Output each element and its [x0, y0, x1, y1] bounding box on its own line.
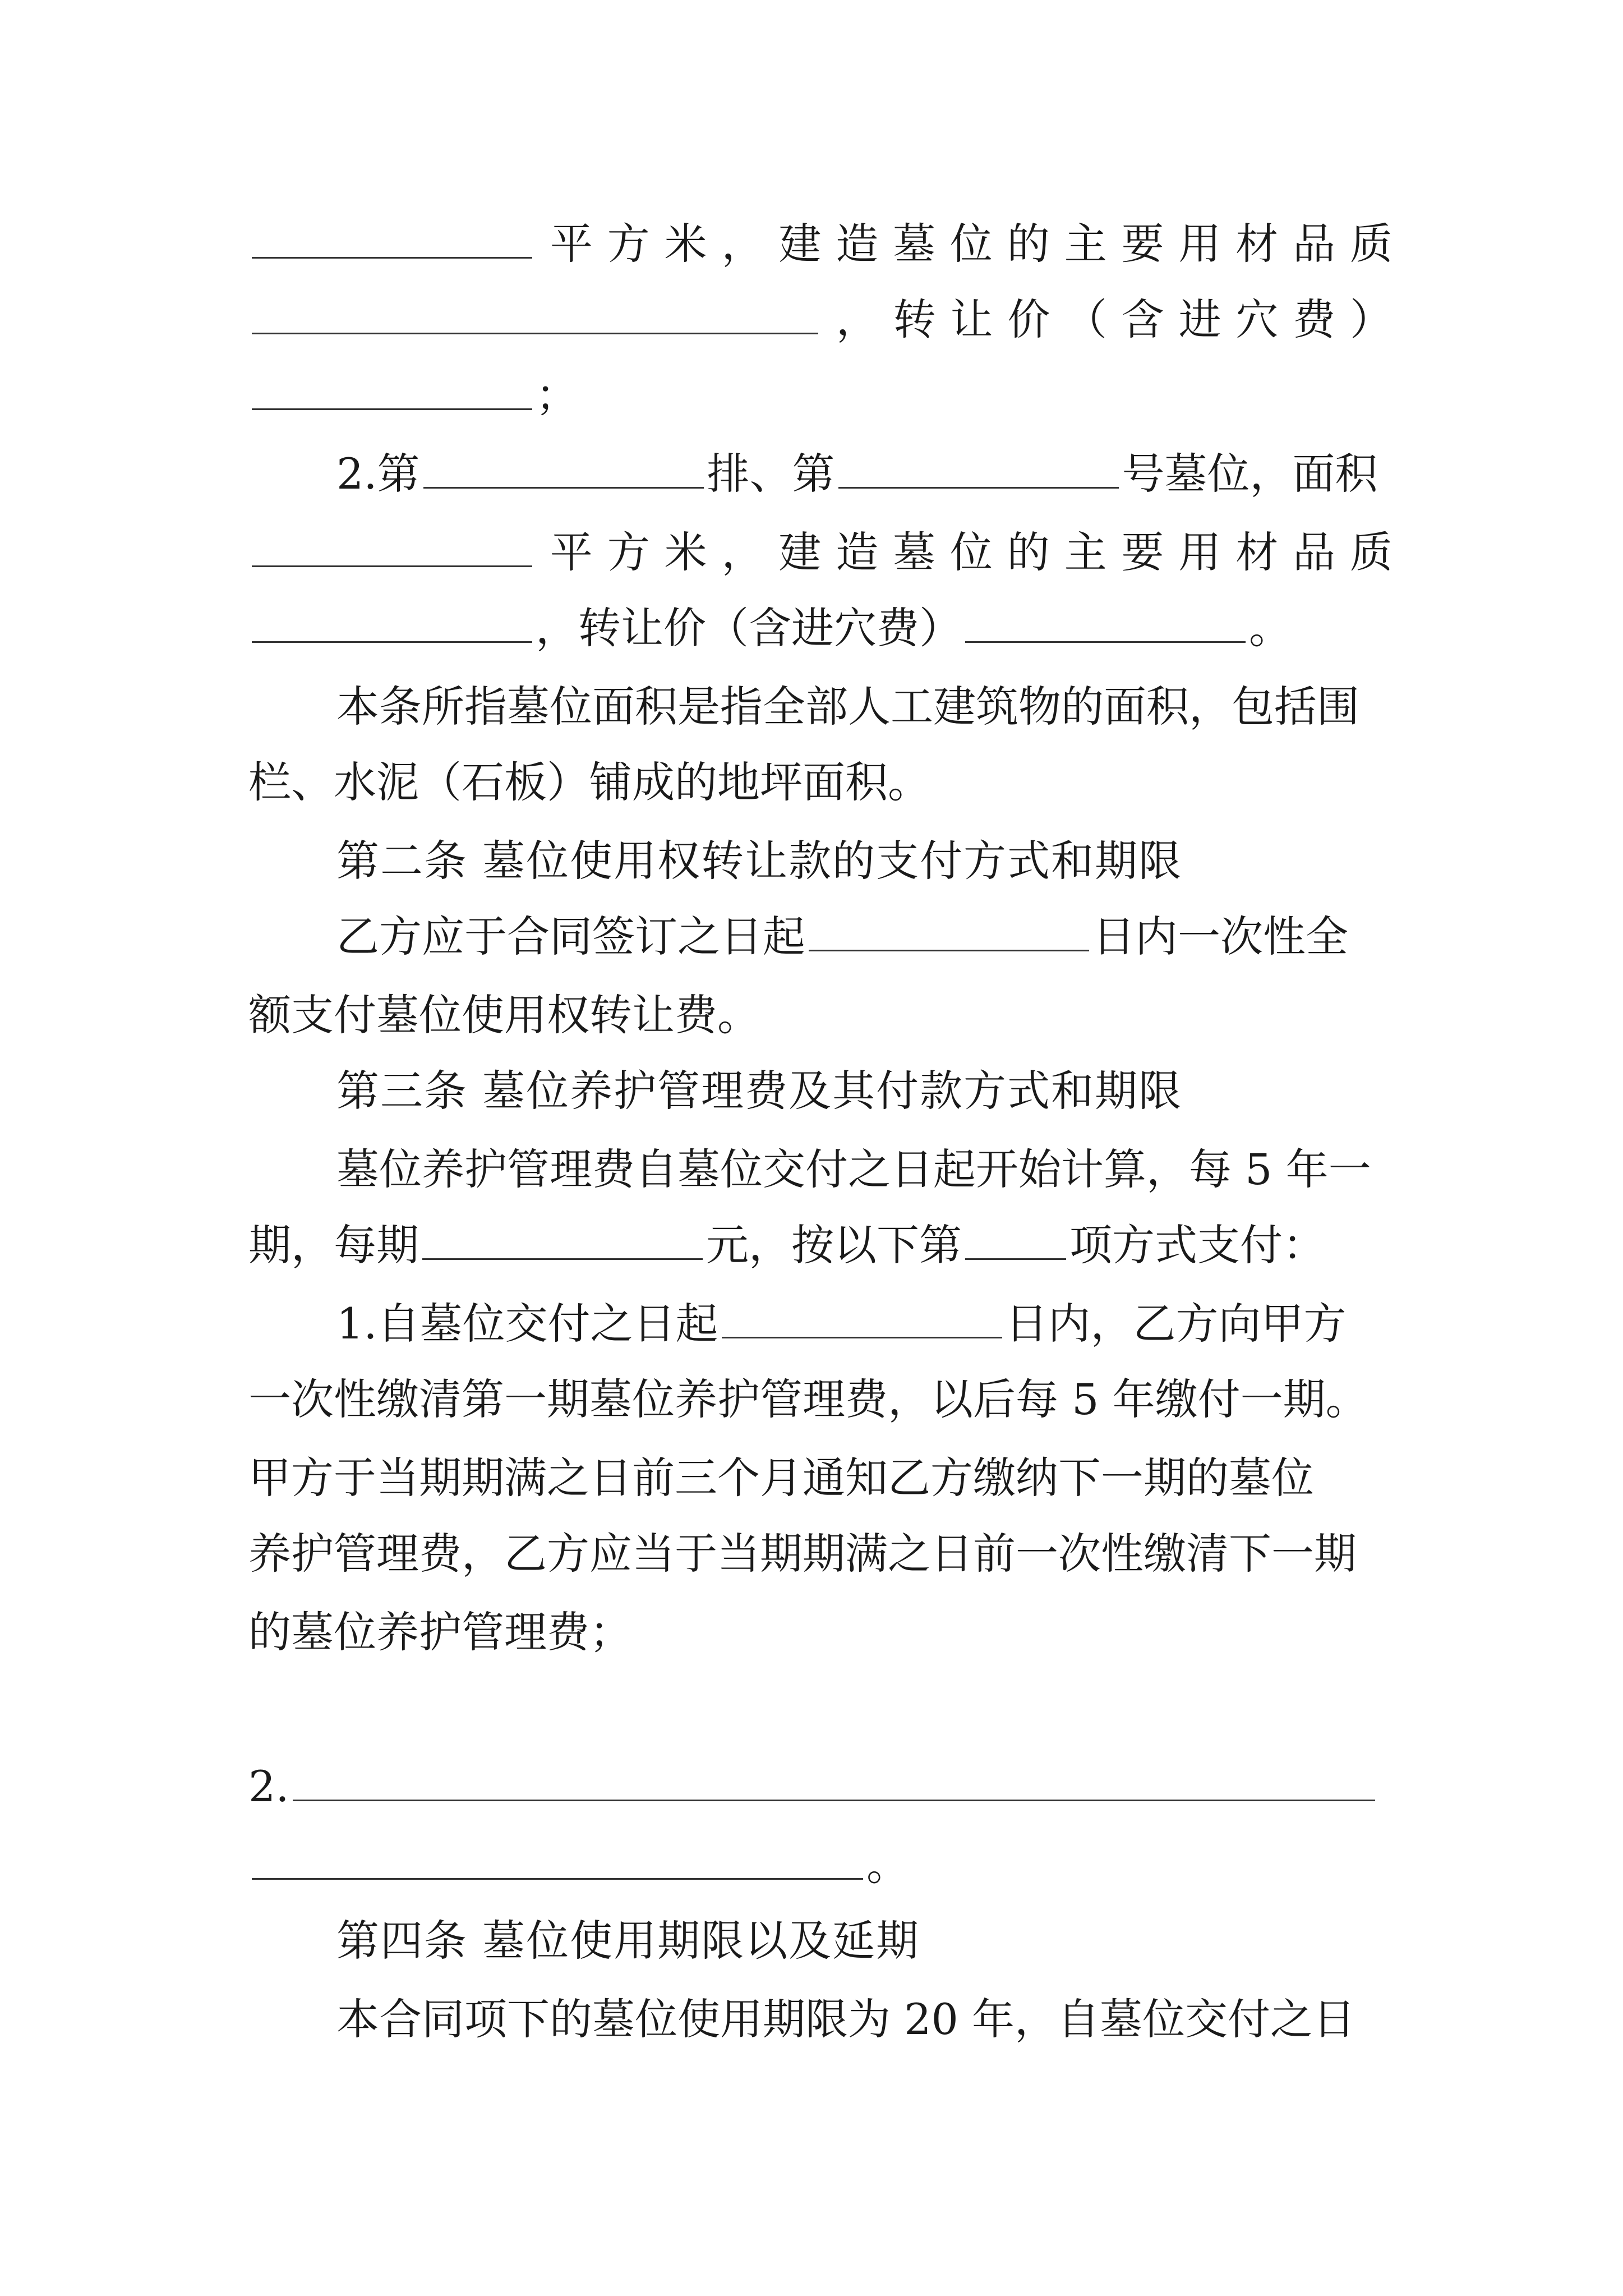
fill-blank[interactable] [252, 256, 532, 259]
text-line: ，转让价（含进穴费） 。 [248, 589, 1393, 668]
text-line: 2.第 排、第 号墓位，面积 [336, 449, 1378, 499]
fill-blank[interactable] [252, 332, 818, 334]
paragraph-line: 墓位养护管理费自墓位交付之日起开始计算，每 5 年一 [336, 1144, 1371, 1194]
fill-blank[interactable] [252, 408, 532, 410]
paragraph-line: 养护管理费，乙方应当于当期期满之日前一次性缴清下一期 [248, 1529, 1357, 1579]
fill-blank[interactable] [838, 486, 1119, 489]
fill-blank[interactable] [293, 1799, 1375, 1801]
paragraph-line: 额支付墓位使用权转让费。 [248, 990, 760, 1040]
fill-blank[interactable] [965, 1258, 1066, 1260]
paragraph-line: 甲方于当期期满之日前三个月通知乙方缴纳下一期的墓位 [248, 1453, 1314, 1503]
fill-blank[interactable] [252, 641, 532, 643]
text-line: ； [248, 356, 1393, 435]
fill-blank[interactable] [722, 1336, 1002, 1338]
paragraph-line: 乙方应于合同签订之日起 日内一次性全 [336, 912, 1348, 961]
fill-blank[interactable] [423, 486, 704, 489]
paragraph-line: 的墓位养护管理费； [248, 1607, 632, 1657]
fill-blank[interactable] [252, 1878, 863, 1880]
paragraph-line: 本条所指墓位面积是指全部人工建筑物的面积，包括围 [336, 682, 1359, 731]
section-heading: 第四条 墓位使用期限以及延期 [336, 1916, 920, 1966]
paragraph-line: 期，每期 元，按以下第 项方式支付： [248, 1220, 1325, 1270]
section-heading: 第三条 墓位养护管理费及其付款方式和期限 [336, 1066, 1183, 1116]
paragraph-line: 1.自墓位交付之日起 日内，乙方向甲方 [336, 1299, 1347, 1349]
fill-blank[interactable] [965, 641, 1246, 643]
paragraph-line: 一次性缴清第一期墓位养护管理费，以后每 5 年缴付一期。 [248, 1374, 1368, 1424]
text-line: 平方米，建造墓位的主要用材品质 [248, 513, 1393, 592]
paragraph-line: 本合同项下的墓位使用期限为 20 年，自墓位交付之日 [336, 1994, 1356, 2044]
fill-blank[interactable] [252, 565, 532, 567]
fill-blank[interactable] [809, 949, 1089, 951]
paragraph-line: 。 [248, 1826, 1393, 1904]
fill-blank[interactable] [422, 1258, 703, 1260]
paragraph-line: 2. [248, 1747, 1393, 1826]
text-line: ，转让价（含进穴费） [248, 280, 1393, 359]
section-heading: 第二条 墓位使用权转让款的支付方式和期限 [336, 836, 1183, 886]
text-line: 平方米，建造墓位的主要用材品质 [248, 205, 1393, 283]
paragraph-line: 栏、水泥（石板）铺成的地坪面积。 [248, 757, 930, 807]
